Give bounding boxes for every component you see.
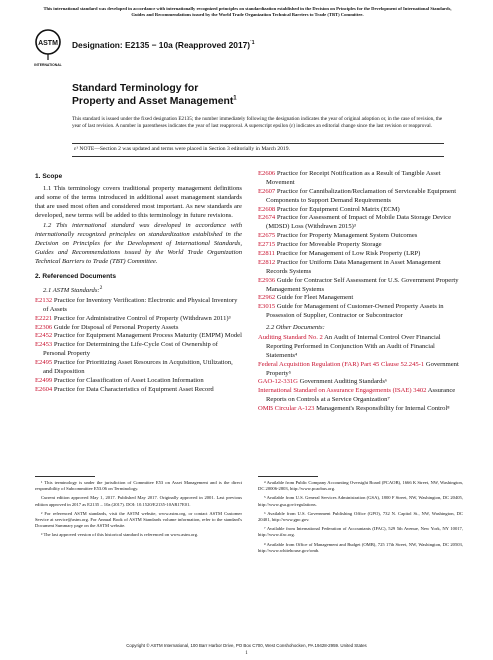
- designation-epsilon: ´1: [250, 40, 255, 47]
- logo-text: INTERNATIONAL: [34, 63, 62, 67]
- reference-title: Practice for Receipt Notification as a Result of Tangible Asset Movement: [266, 170, 441, 186]
- scope-heading: 1. Scope: [35, 173, 63, 180]
- footnote: ³ The last approved version of this historical standard is referenced on www.astm.org.: [41, 532, 199, 538]
- reference-title: Management's Responsibility for Internal Control⁸: [314, 405, 450, 413]
- reference-title: Practice for Administrative Control of Property (Withdrawn 2011)³: [52, 314, 231, 322]
- reference-code-link[interactable]: E2608: [258, 205, 276, 213]
- reference-code-link[interactable]: E2607: [258, 187, 276, 195]
- designation: [72, 40, 255, 50]
- astm-logo: [33, 28, 63, 68]
- reference-item: [258, 387, 463, 405]
- reference-title: Practice for Data Characteristics of Equipment Asset Record: [52, 385, 214, 393]
- divider: [72, 156, 444, 157]
- reference-title: Guide for Management of Customer-Owned Property Assets in Possession of Supplier, Contractor or Subcontractor: [266, 303, 444, 320]
- reference-item: [35, 315, 242, 324]
- footnote: Current edition approved May 1, 2017. Published May 2017. Originally approved in 2001. Last previous edition approved in 2017 as E2135 – 10a (2017). DOI: 10.1520/E2135-10AR17E01.: [35, 495, 242, 507]
- footnote: ⁵ Available from U.S. General Services Administration (GSA), 1800 F Street, NW, Washington, DC 20405, http://www.gsa.gov/regulations.: [258, 495, 463, 507]
- right-column: [258, 170, 463, 414]
- reference-item: [258, 188, 463, 206]
- reference-title: Guide for Fleet Management: [275, 294, 354, 302]
- reference-item: [258, 405, 463, 414]
- reference-code-link[interactable]: E2604: [35, 385, 53, 393]
- reference-code-link[interactable]: GAO-12-331G: [258, 378, 298, 386]
- reference-code-link[interactable]: International Standard on Assurance Engagements (ISAE) 3402: [258, 387, 427, 395]
- astm-references-right: [258, 170, 463, 321]
- reference-code-link[interactable]: E2811: [258, 250, 275, 258]
- reference-title: Practice for Cannibalization/Reclamation of Serviceable Equipment Components to Support Demand Requirements: [266, 187, 457, 204]
- reference-item: [258, 259, 463, 277]
- reference-code-link[interactable]: E2306: [35, 323, 53, 331]
- copyright: Copyright © ASTM International, 100 Barr Harbor Drive, PO Box C700, West Conshohocken, PA 19428-2959. United States: [126, 643, 367, 648]
- reference-item: [35, 341, 242, 359]
- designation-text: Designation: E2135 − 10a (Reapproved 2017): [72, 40, 251, 50]
- reference-code-link[interactable]: E3015: [258, 303, 276, 311]
- reference-item: [258, 361, 463, 379]
- reference-title: Practice for Determining the Life-Cycle Cost of Ownership of Personal Property: [43, 341, 218, 358]
- reference-item: [35, 297, 242, 315]
- reference-item: [35, 377, 242, 386]
- reference-item: [258, 241, 463, 250]
- reference-title: Practice for Equipment Control Matrix (ECM): [275, 205, 400, 213]
- reference-item: [258, 250, 463, 259]
- reference-title: Practice for Inventory Verification: Electronic and Physical Inventory of Assets: [43, 296, 238, 313]
- reference-title: Practice for Property Management System Outcomes: [275, 232, 418, 240]
- reference-code-link[interactable]: E2452: [35, 332, 53, 340]
- standards-notice: This international standard was developed in accordance with internationally recognized principles on standardization established in the Decision on Principles for the Development of International Standards, Guides and Recommendations issued by the World Trade Organization Technical Barriers to Trade (TBT) Committee.: [43, 6, 452, 17]
- reference-item: [35, 332, 242, 341]
- reference-item: [258, 303, 463, 321]
- reference-item: [35, 359, 242, 377]
- reference-item: [258, 170, 463, 188]
- svg-text:ASTM: ASTM: [38, 40, 58, 47]
- reference-item: [35, 324, 242, 333]
- reference-code-link[interactable]: Federal Acquisition Regulation (FAR) Part 45 Clause 52.245-1: [258, 360, 425, 368]
- reference-title: Government Property⁵: [266, 360, 459, 377]
- document-title: [72, 82, 237, 108]
- footnote-rule: [35, 476, 95, 477]
- reference-code-link[interactable]: E2812: [258, 258, 276, 266]
- other-references: [258, 334, 463, 414]
- footnote: ⁸ Available from Office of Management and Budget (OMB), 725 17th Street, NW, Washington, DC 20503, http://www.whitehouse.gov/omb.: [258, 541, 463, 553]
- references-heading: 2. Referenced Documents: [35, 272, 116, 280]
- scope-paragraph-2: 1.2 This international standard was developed in accordance with internationally recognized principles on standardization established in the Decision on Principles for the Development of International Standards, Guides and Recommendations issued by the World Trade Organization Technical Barriers to Trade (TBT) Committee.: [35, 222, 242, 266]
- reference-code-link[interactable]: E2962: [258, 294, 276, 302]
- divider: [72, 143, 444, 144]
- reference-title: An Audit of Internal Control Over Financial Reporting Performed in Conjunction With an Audit of Financial Statements⁴: [266, 334, 441, 359]
- title-line-1: Standard Terminology for: [72, 83, 199, 94]
- epsilon-note: ε¹ NOTE—Section 2 was updated and terms were placed in Section 3 editorially in March 2019.: [74, 146, 290, 152]
- footnote: ² For referenced ASTM standards, visit the ASTM website, www.astm.org, or contact ASTM Customer Service at service@astm.org. For Annual Book of ASTM Standards volume information, refer to the standard's Document Summary page on the ASTM website.: [35, 510, 242, 529]
- page-number: 1: [245, 651, 248, 656]
- reference-code-link[interactable]: Auditing Standard No. 2: [258, 334, 323, 342]
- reference-title: Practice for Equipment Management Process Maturity (EMPM) Model: [52, 332, 242, 340]
- title-footnote-ref: 1: [233, 95, 237, 102]
- reference-item: [35, 386, 242, 395]
- footnote: ⁴ Available from Public Company Accounting Oversight Board (PCAOB), 1666 K Street, NW, Washington, DC 20006-2803, http://www.pcaobus.org.: [258, 480, 463, 492]
- footnotes-left: [35, 480, 242, 542]
- reference-code-link[interactable]: E2453: [35, 341, 53, 349]
- footnotes-right: [258, 480, 463, 557]
- reference-title: Practice for Assessment of Impact of Mobile Data Storage Device (MDSD) Loss (Withdrawn 2015)³: [266, 214, 451, 231]
- reference-title: Practice for Prioritizing Asset Resources in Acquisition, Utilization, and Disposition: [43, 359, 233, 375]
- title-line-2: Property and Asset Management: [72, 96, 234, 107]
- reference-code-link[interactable]: E2132: [35, 296, 53, 304]
- footnote: ⁷ Available from International Federation of Accountants (IFAC), 529 5th Avenue, New York, NY 10017, http://www.ifac.org.: [258, 526, 463, 538]
- footnote: ⁶ Available from U.S. Government Publishing Office (GPO), 732 N. Capitol St., NW, Washington, DC 20401, http://www.gpo.gov.: [258, 510, 463, 522]
- reference-title: Assurance Reports on Controls at a Service Organization⁷: [266, 387, 456, 404]
- scope-paragraph-1: 1.1 This terminology covers traditional property management definitions and some of the terms introduced in additional asset management standards that are used most often and considered most important. As new standards are developed, new terms will be added to this terminology in future revisions.: [35, 184, 242, 219]
- reference-title: Practice for Classification of Asset Location Information: [52, 376, 204, 384]
- reference-code-link[interactable]: E2715: [258, 241, 276, 249]
- reference-code-link[interactable]: E2495: [35, 359, 53, 367]
- astm-references-left: [35, 297, 242, 395]
- reference-code-link[interactable]: E2675: [258, 232, 276, 240]
- other-documents-subheading: 2.2 Other Documents:: [266, 324, 325, 332]
- reference-code-link[interactable]: OMB Circular A-123: [258, 405, 315, 413]
- astm-standards-subheading: 2.1 ASTM Standards:$^2$: [43, 284, 103, 294]
- footnote-rule: [258, 476, 318, 477]
- reference-title: Practice for Management of Low Risk Property (LRP): [274, 250, 421, 258]
- reference-code-link[interactable]: E2499: [35, 376, 53, 384]
- reference-title: Guide for Contractor Self Assessment for U.S. Government Property Management Systems: [266, 276, 459, 293]
- left-column: [35, 170, 242, 395]
- reference-title: Government Auditing Standards⁶: [297, 378, 388, 386]
- reference-item: [258, 232, 463, 241]
- reference-item: [258, 206, 463, 215]
- reference-title: Practice for Uniform Data Management in Asset Management Records Systems: [266, 258, 441, 275]
- reference-item: [258, 378, 463, 387]
- reference-item: [258, 214, 463, 232]
- reference-code-link[interactable]: E2936: [258, 276, 276, 284]
- issue-note: This standard is issued under the fixed designation E2135; the number immediately following the designation indicates the year of original adoption or, in the case of revision, the year of last revision. A number in parentheses indicates the year of last reapproval. A superscript epsilon (ε) indicates an editorial change since the last revision or reapproval.: [72, 116, 443, 130]
- reference-item: [258, 277, 463, 295]
- reference-code-link[interactable]: E2674: [258, 214, 276, 222]
- reference-item: [258, 334, 463, 361]
- reference-code-link[interactable]: E2221: [35, 314, 53, 322]
- reference-title: Practice for Moveable Property Storage: [275, 241, 382, 249]
- reference-code-link[interactable]: E2606: [258, 170, 276, 177]
- footnote: ¹ This terminology is under the jurisdiction of Committee E53 on Asset Management and is the direct responsibility of Subcommittee E53.06 on Terminology.: [35, 480, 242, 492]
- reference-title: Guide for Disposal of Personal Property Assets: [52, 323, 179, 331]
- reference-item: [258, 294, 463, 303]
